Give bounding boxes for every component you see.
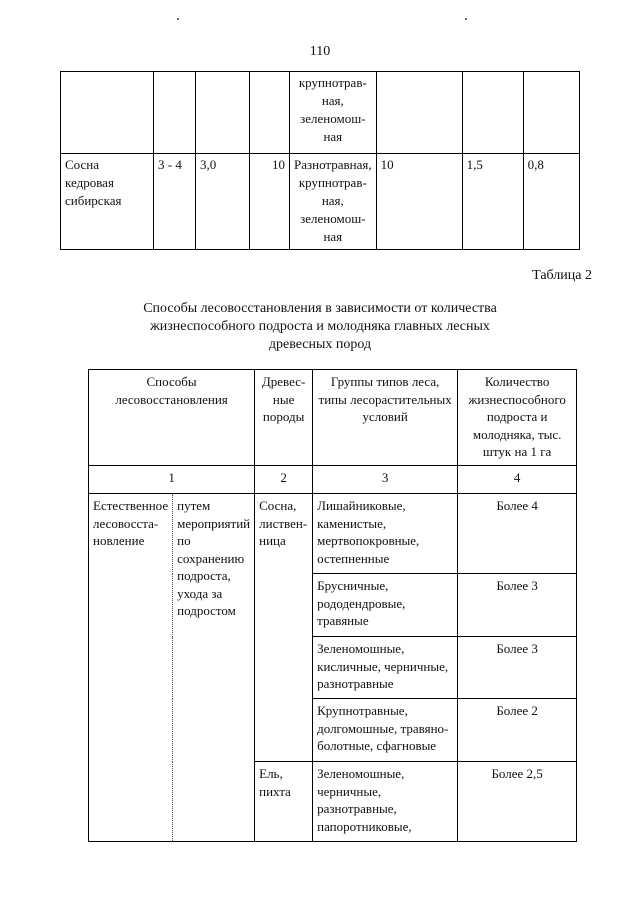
text-line: сохранению <box>177 550 245 566</box>
cell-species-pine-larch <box>255 494 313 762</box>
cell-method-natural <box>89 494 173 842</box>
table-row <box>89 494 577 574</box>
text-line: мероприятий <box>177 515 251 531</box>
text-line: Брусничные, <box>317 578 389 593</box>
cell-forest-types <box>313 494 458 574</box>
text-line: сибирская <box>65 193 122 208</box>
cell-method-description <box>173 494 255 842</box>
table-row <box>61 72 580 154</box>
regeneration-methods-table <box>88 369 577 842</box>
column-number: 1 <box>89 466 255 494</box>
cell-value: 3 - 4 <box>154 154 196 250</box>
cell-forest-types <box>313 699 458 762</box>
text-line: Способы <box>146 374 197 389</box>
text-line: Крупнотравные, <box>317 703 408 718</box>
header-row <box>89 370 577 466</box>
cell <box>154 72 196 154</box>
text-line: Сосна <box>65 157 99 172</box>
header-forest-groups <box>313 370 458 466</box>
column-number: 3 <box>313 466 458 494</box>
text-line: Группы типов леса, <box>330 374 440 389</box>
header-methods <box>89 370 255 466</box>
cell <box>61 72 154 154</box>
text-line: породы <box>262 409 305 424</box>
text-line: ная, <box>321 193 344 208</box>
table-label: Таблица 2 <box>532 268 592 283</box>
cell-amount: Более 2 <box>458 699 577 762</box>
text-line: Лишайниковые, <box>317 498 406 513</box>
text-line: Естественное <box>93 498 169 513</box>
title-line: жизнеспособного подроста и молодняка главных лесных <box>150 319 490 334</box>
text-line: крупнотрав- <box>298 75 367 90</box>
cell-forest-types <box>313 762 458 842</box>
text-line: зеленомош- <box>300 211 366 226</box>
text-line: Ель, <box>259 766 283 781</box>
cell <box>376 72 462 154</box>
page-number: 110 <box>309 44 331 59</box>
cell-value: 10 <box>376 154 462 250</box>
text-line: Зеленомошные, <box>317 766 405 781</box>
text-line: Количество <box>484 374 550 389</box>
title-line: Способы лесовосстановления в зависимости от количества <box>143 301 497 316</box>
text-line: травяные <box>317 613 369 628</box>
table-title <box>0 300 640 354</box>
cell-value: 1,5 <box>462 154 523 250</box>
text-line: по <box>177 533 191 548</box>
cell-amount: Более 2,5 <box>458 762 577 842</box>
cell-amount: Более 3 <box>458 574 577 637</box>
header-amount <box>458 370 577 466</box>
text-line: путем <box>177 498 211 513</box>
cell-value: 3,0 <box>196 154 250 250</box>
text-line: рододендровые, <box>317 595 406 611</box>
cell <box>462 72 523 154</box>
text-line: кисличные, черничные, <box>317 658 449 674</box>
header-species <box>255 370 313 466</box>
text-line: новление <box>93 533 145 548</box>
cell-species <box>61 154 154 250</box>
cell-value: 10 <box>250 154 290 250</box>
text-line: подроста, <box>177 568 231 583</box>
text-line: разнотравные, <box>317 801 397 816</box>
cell-forest-type <box>290 154 377 250</box>
scan-dot-right <box>465 18 467 20</box>
cell <box>250 72 290 154</box>
text-line: молодняка, тыс. <box>472 426 562 442</box>
column-number: 2 <box>255 466 313 494</box>
text-line: подростом <box>177 603 236 618</box>
text-line: ная <box>323 129 343 144</box>
text-line: черничные, <box>317 783 382 799</box>
table-row <box>61 154 580 250</box>
cell-species-spruce-fir <box>255 762 313 842</box>
text-line: ные <box>272 391 295 407</box>
text-line: разнотравные <box>317 676 394 691</box>
text-line: лесовосстановления <box>115 391 228 407</box>
text-line: Древес- <box>261 374 306 389</box>
text-line: лесовосста- <box>93 515 159 531</box>
text-line: штук на 1 га <box>482 444 552 459</box>
text-line: ухода за <box>177 585 223 601</box>
text-line: Зеленомошные, <box>317 641 405 656</box>
cell-forest-types <box>313 637 458 699</box>
text-line: крупнотрав- <box>298 175 367 190</box>
text-line: пихта <box>259 783 291 799</box>
cell <box>523 72 579 154</box>
text-line: кедровая <box>65 175 114 190</box>
text-line: болотные, сфагновые <box>317 738 437 753</box>
cell <box>196 72 250 154</box>
continuation-table <box>60 71 580 250</box>
text-line: ная <box>323 229 343 244</box>
scan-dot-left <box>177 18 179 20</box>
text-line: Разнотравная, <box>294 157 372 172</box>
text-line: Сосна, <box>259 498 297 513</box>
text-line: листвен- <box>259 515 308 531</box>
text-line: долгомошные, травяно- <box>317 720 449 736</box>
text-line: жизнеспособного <box>468 391 566 407</box>
text-line: подроста и <box>486 409 548 424</box>
title-line: древесных пород <box>268 337 372 352</box>
text-line: остепненные <box>317 550 390 566</box>
text-line: ница <box>259 533 286 548</box>
text-line: мертвопокровные, <box>317 533 420 548</box>
cell-amount: Более 3 <box>458 637 577 699</box>
text-line: папоротниковые, <box>317 818 412 834</box>
cell-forest-type <box>290 72 377 154</box>
text-line: ная, <box>321 93 344 108</box>
text-line: типы лесорастительных <box>318 391 452 407</box>
cell-amount: Более 4 <box>458 494 577 574</box>
text-line: зеленомош- <box>300 111 366 126</box>
text-line: каменистые, <box>317 515 387 531</box>
cell-value: 0,8 <box>523 154 579 250</box>
column-numbers-row <box>89 466 577 494</box>
cell-forest-types <box>313 574 458 637</box>
column-number: 4 <box>458 466 577 494</box>
text-line: условий <box>362 409 408 424</box>
